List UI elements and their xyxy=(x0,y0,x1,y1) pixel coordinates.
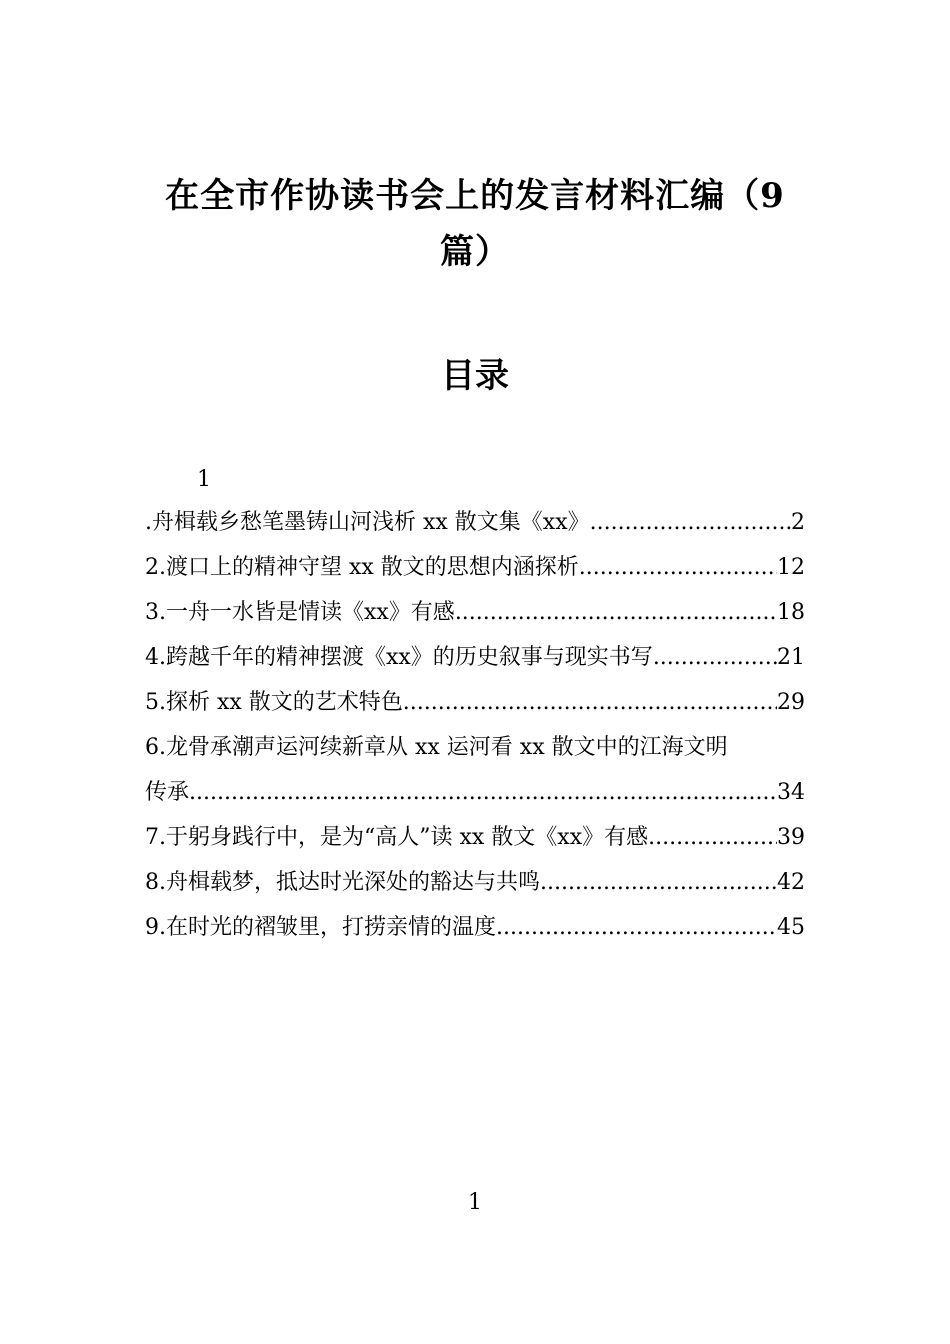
toc-entry-3[interactable] xyxy=(145,590,805,635)
toc-entry-text: 6.龙骨承潮声运河续新章从 xx 运河看 xx 散文中的江海文明 xyxy=(145,735,728,760)
toc-leader-dots xyxy=(496,905,777,950)
toc-entry-page: 18 xyxy=(777,600,805,625)
table-of-contents xyxy=(145,460,805,950)
toc-entry-9[interactable] xyxy=(145,905,805,950)
toc-leader-dots xyxy=(189,770,777,815)
toc-entry-page: 39 xyxy=(777,825,805,850)
toc-entry-text: 5.探析 xx 散文的艺术特色 xyxy=(145,690,403,715)
toc-entry-6-line-1[interactable] xyxy=(145,725,805,770)
toc-lead-number: 1 xyxy=(197,467,211,492)
toc-entry-2[interactable] xyxy=(145,545,805,590)
toc-entry-7[interactable] xyxy=(145,815,805,860)
toc-entry-text: 传承 xyxy=(145,780,190,805)
toc-heading: 目录 xyxy=(441,356,509,396)
toc-leader-dots xyxy=(590,500,791,545)
toc-entry-6[interactable] xyxy=(145,770,805,815)
toc-entry-text: 7.于躬身践行中，是为“高人”读 xx 散文《xx》有感 xyxy=(145,825,649,850)
toc-entry-text: 2.渡口上的精神守望 xx 散文的思想内涵探析 xyxy=(145,555,579,580)
toc-leader-dots xyxy=(579,545,777,590)
toc-entry-page: 2 xyxy=(791,510,805,535)
toc-entry-text: 8.舟楫载梦，抵达时光深处的豁达与共鸣 xyxy=(145,870,540,895)
toc-leader-dots xyxy=(648,815,777,860)
toc-leader-dots xyxy=(653,635,777,680)
toc-entry-page: 12 xyxy=(777,555,805,580)
toc-entry-page: 42 xyxy=(777,870,805,895)
toc-leader-dots xyxy=(403,680,777,725)
title-line-1: 在全市作协读书会上的发言材料汇编（9 xyxy=(165,176,785,216)
toc-entry-4[interactable] xyxy=(145,635,805,680)
toc-entry-page: 29 xyxy=(777,690,805,715)
toc-leader-dots xyxy=(540,860,777,905)
toc-entry-text: 4.跨越千年的精神摆渡《xx》的历史叙事与现实书写 xyxy=(145,645,653,670)
title-line-2: 篇） xyxy=(440,232,510,272)
toc-entry-text: .舟楫载乡愁笔墨铸山河浅析 xx 散文集《xx》 xyxy=(145,510,590,535)
toc-entry-page: 21 xyxy=(777,645,805,670)
toc-entry-8[interactable] xyxy=(145,860,805,905)
page-number: 1 xyxy=(468,1190,482,1215)
toc-entry-page: 45 xyxy=(777,915,805,940)
toc-leader-dots xyxy=(455,590,777,635)
toc-entry-text: 3.一舟一水皆是情读《xx》有感 xyxy=(145,600,455,625)
document-title xyxy=(150,168,800,280)
toc-entry-5[interactable] xyxy=(145,680,805,725)
toc-entry-page: 34 xyxy=(777,780,805,805)
toc-entry-1[interactable] xyxy=(145,500,805,545)
toc-entry-text: 9.在时光的褶皱里，打捞亲情的温度 xyxy=(145,915,496,940)
